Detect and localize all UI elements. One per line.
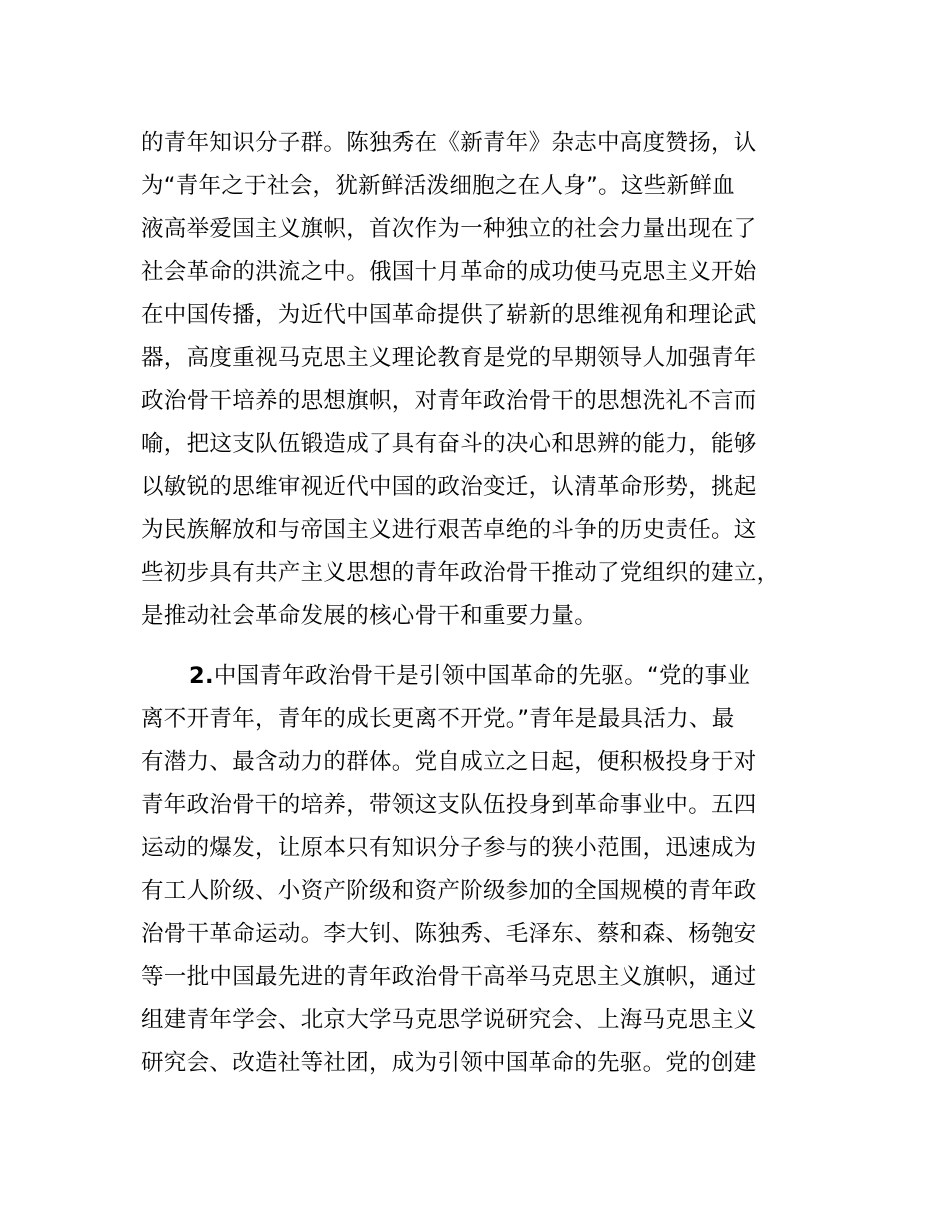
- text-line: 研究会、改造社等社团，成为引领中国革命的先驱。党的创建: [141, 1050, 757, 1076]
- text-line: 器，高度重视马克思主义理论教育是党的早期领导人加强青年: [141, 345, 757, 371]
- paragraph-2: [141, 655, 841, 1085]
- section-number: 2.: [189, 663, 214, 689]
- text-line: 治骨干革命运动。李大钊、陈独秀、毛泽东、蔡和森、杨匏安: [141, 921, 757, 947]
- paragraph-1: [141, 122, 841, 638]
- text-line: 运动的爆发，让原本只有知识分子参与的狭小范围，迅速成为: [141, 835, 757, 861]
- text-line: 喻，把这支队伍锻造成了具有奋斗的决心和思辨的能力，能够: [141, 431, 757, 457]
- text-line: 等一批中国最先进的青年政治骨干高举马克思主义旗帜，通过: [141, 964, 757, 990]
- paragraph-first-line: [141, 655, 841, 698]
- text-line: 为“青年之于社会，犹新鲜活泼细胞之在人身”。这些新鲜血: [141, 173, 735, 199]
- text-line: 离不开青年，青年的成长更离不开党。”青年是最具活力、最: [141, 706, 735, 732]
- text-line: 有工人阶级、小资产阶级和资产阶级参加的全国规模的青年政: [141, 878, 757, 904]
- text-line: 社会革命的洪流之中。俄国十月革命的成功使马克思主义开始: [141, 259, 757, 285]
- text-line: 些初步具有共产主义思想的青年政治骨干推动了党组织的建立，: [141, 560, 780, 586]
- text-line: 组建青年学会、北京大学马克思学说研究会、上海马克思主义: [141, 1007, 757, 1033]
- text-line: 的青年知识分子群。陈独秀在《新青年》杂志中高度赞扬，认: [141, 130, 757, 156]
- text-line: 为民族解放和与帝国主义进行艰苦卓绝的斗争的历史责任。这: [141, 517, 757, 543]
- text-line: 政治骨干培养的思想旗帜，对青年政治骨干的思想洗礼不言而: [141, 388, 757, 414]
- text-line: 是推动社会革命发展的核心骨干和重要力量。: [141, 603, 598, 629]
- text-line: 液高举爱国主义旗帜，首次作为一种独立的社会力量出现在了: [141, 216, 757, 242]
- first-line-text: 中国青年政治骨干是引领中国革命的先驱。“党的事业: [213, 663, 751, 689]
- text-line: 有潜力、最含动力的群体。党自成立之日起，便积极投身于对: [141, 749, 757, 775]
- text-line: 青年政治骨干的培养，带领这支队伍投身到革命事业中。五四: [141, 792, 757, 818]
- text-line: 以敏锐的思维审视近代中国的政治变迁，认清革命形势，挑起: [141, 474, 757, 500]
- text-line: 在中国传播，为近代中国革命提供了崭新的思维视角和理论武: [141, 302, 757, 328]
